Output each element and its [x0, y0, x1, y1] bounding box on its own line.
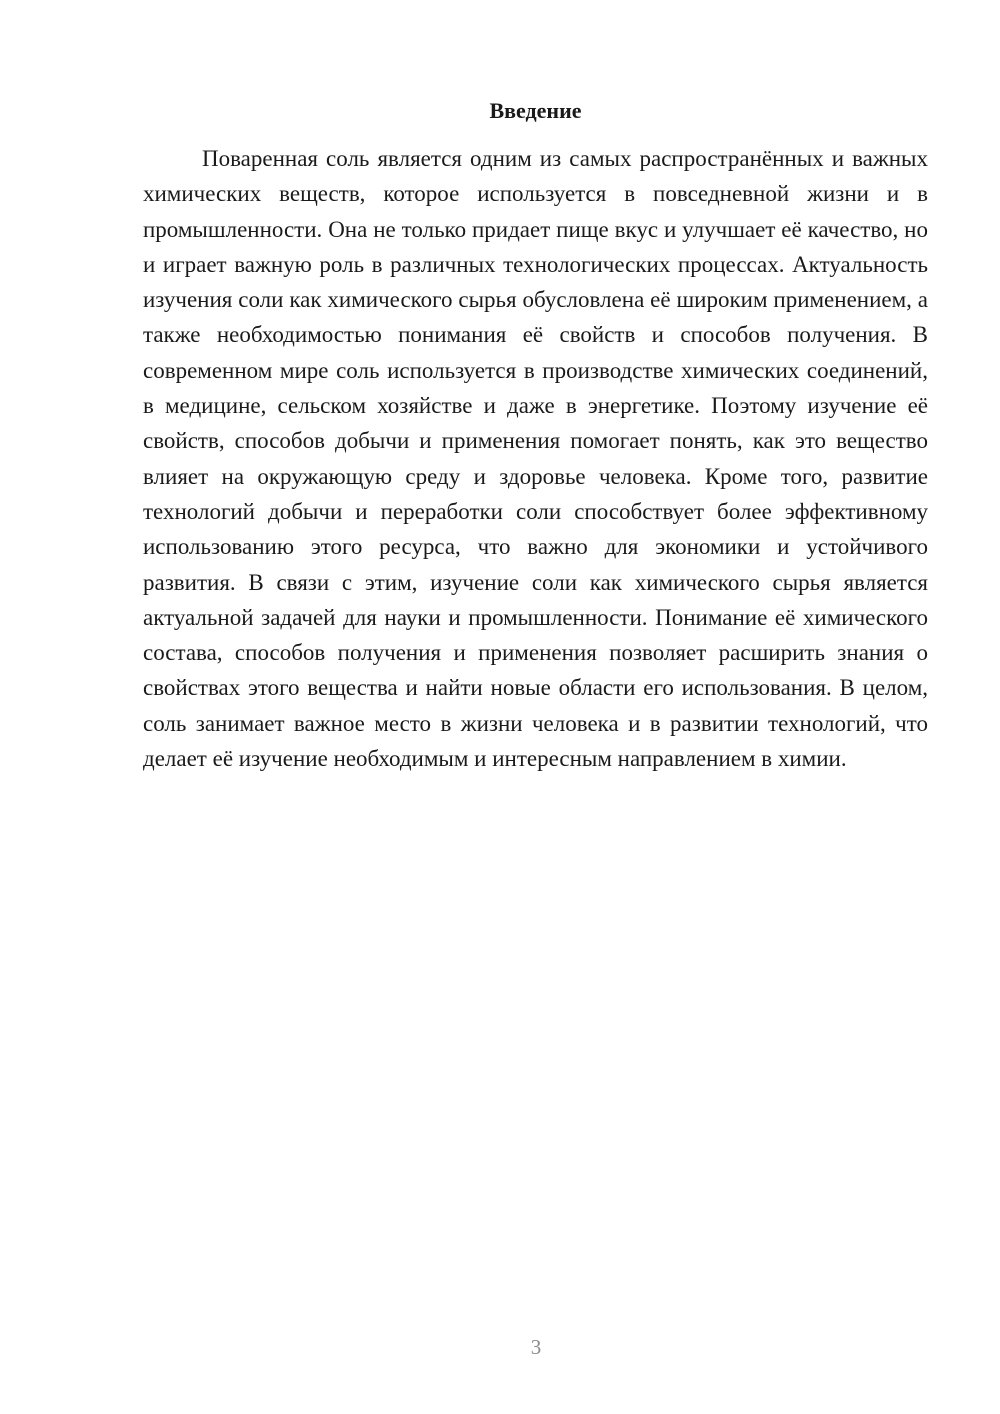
page-number: 3	[530, 1335, 542, 1359]
section-heading: Введение	[489, 98, 582, 123]
body-paragraph: Поваренная соль является одним из самых распространённых и важных химических веществ, которое используется в повседневной жизни и в промышленности. Она не только придает пище вкус и улучшает её качество, но и играет важную роль в различных технологических процессах. Актуальность изучения соли как химического сырья обусловлена её широким применением, а также необходимостью понимания её свойств и способов получения. В современном мире соль используется в производстве химических соединений, в медицине, сельском хозяйстве и даже в энергетике. Поэтому изучение её свойств, способов добычи и применения помогает понять, как это вещество влияет на окружающую среду и здоровье человека. Кроме того, развитие технологий добычи и переработки соли способствует более эффективному использованию этого ресурса, что важно для экономики и устойчивого развития. В связи с этим, изучение соли как химического сырья является актуальной задачей для науки и промышленности. Понимание её химического состава, способов получения и применения позволяет расширить знания о свойствах этого вещества и найти новые области его использования. В целом, соль занимает важное место в жизни человека и в развитии технологий, что делает её изучение необходимым и интересным направлением в химии.	[143, 146, 928, 772]
